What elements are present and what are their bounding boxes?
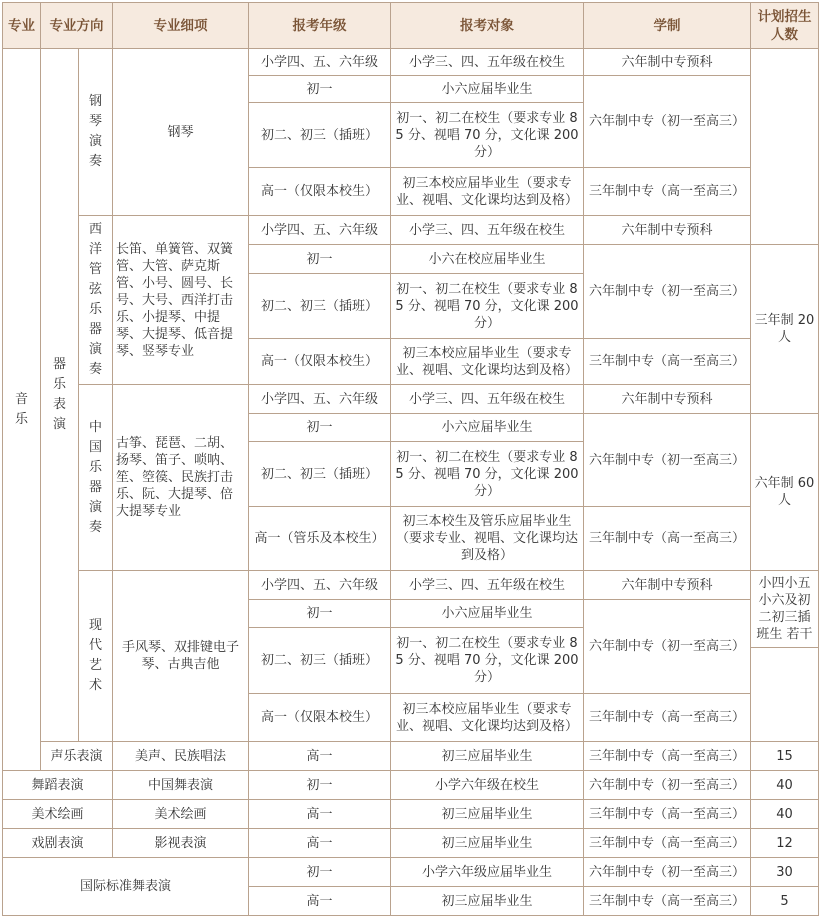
- system-cell: 三年制中专（高一至高三）: [584, 829, 751, 858]
- table-row: [3, 385, 819, 414]
- target-cell: 小学六年级在校生: [391, 771, 584, 800]
- system-cell: 六年制中专（初一至高三）: [584, 600, 751, 694]
- grade-cell: 小学四、五、六年级: [249, 216, 391, 245]
- table-row: [3, 829, 819, 858]
- target-cell: 初三应届毕业生: [391, 800, 584, 829]
- target-cell: 初三应届毕业生: [391, 742, 584, 771]
- group-name: 中国乐器演奏: [88, 419, 102, 535]
- direction-cell: 舞蹈表演: [3, 771, 113, 800]
- grade-cell: 初一: [249, 414, 391, 442]
- major-cell: [3, 49, 41, 771]
- table-row: [3, 742, 819, 771]
- target-cell: 小学三、四、五年级在校生: [391, 571, 584, 600]
- target-cell: 初三本校生及管乐应届毕业生（要求专业、视唱、文化课均达到及格）: [391, 507, 584, 571]
- system-cell: 三年制中专（高一至高三）: [584, 694, 751, 742]
- system-cell: 六年制中专预科: [584, 571, 751, 600]
- grade-cell: 高一（仅限本校生）: [249, 168, 391, 216]
- system-cell: 六年制中专预科: [584, 385, 751, 414]
- system-cell: 六年制中专（初一至高三）: [584, 858, 751, 887]
- quota-cell: 六年制 60 人: [751, 414, 819, 571]
- direction-instrumental: 器乐表演: [52, 357, 66, 432]
- detail-cell: 影视表演: [113, 829, 249, 858]
- target-cell: 初一、初二在校生（要求专业 85 分、视唱 70 分，文化课 200 分）: [391, 103, 584, 168]
- quota-cell: 小四小五小六及初二初三插班生 若干: [751, 571, 819, 648]
- grade-cell: 初一: [249, 245, 391, 274]
- direction-cell: 戏剧表演: [3, 829, 113, 858]
- quota-cell: [751, 648, 819, 742]
- detail-cell: 手风琴、双排键电子琴、古典吉他: [113, 571, 249, 742]
- group-name-cell: [79, 385, 113, 571]
- grade-cell: 高一: [249, 887, 391, 916]
- target-cell: 小学三、四、五年级在校生: [391, 49, 584, 76]
- system-cell: 六年制中专（初一至高三）: [584, 76, 751, 168]
- direction-cell: 国际标准舞表演: [3, 858, 249, 916]
- system-cell: 六年制中专预科: [584, 49, 751, 76]
- target-cell: 小学三、四、五年级在校生: [391, 385, 584, 414]
- quota-cell: [751, 49, 819, 245]
- system-cell: 三年制中专（高一至高三）: [584, 887, 751, 916]
- system-cell: 六年制中专（初一至高三）: [584, 414, 751, 507]
- quota-cell: 12: [751, 829, 819, 858]
- target-cell: 初一、初二在校生（要求专业 85 分、视唱 70 分，文化课 200 分）: [391, 274, 584, 339]
- grade-cell: 初二、初三（插班）: [249, 274, 391, 339]
- grade-cell: 高一（管乐及本校生）: [249, 507, 391, 571]
- admission-table: [2, 2, 819, 916]
- system-cell: 六年制中专预科: [584, 216, 751, 245]
- grade-cell: 初一: [249, 858, 391, 887]
- quota-cell: 40: [751, 771, 819, 800]
- grade-cell: 小学四、五、六年级: [249, 49, 391, 76]
- detail-cell: 美术绘画: [113, 800, 249, 829]
- detail-cell: 古筝、琵琶、二胡、扬琴、笛子、唢呐、笙、箜篌、民族打击乐、阮、大提琴、倍大提琴专业: [113, 385, 249, 571]
- grade-cell: 小学四、五、六年级: [249, 571, 391, 600]
- header-quota: 计划招生人数: [751, 3, 819, 49]
- header-major: 专业: [3, 3, 41, 49]
- system-cell: 六年制中专（初一至高三）: [584, 245, 751, 339]
- grade-cell: 初一: [249, 600, 391, 628]
- system-cell: 三年制中专（高一至高三）: [584, 339, 751, 385]
- table-row: [3, 800, 819, 829]
- target-cell: 初一、初二在校生（要求专业 85 分、视唱 70 分，文化课 200 分）: [391, 442, 584, 507]
- detail-cell: 美声、民族唱法: [113, 742, 249, 771]
- target-cell: 小学三、四、五年级在校生: [391, 216, 584, 245]
- table-row: [3, 771, 819, 800]
- table-row: [3, 49, 819, 76]
- grade-cell: 初二、初三（插班）: [249, 442, 391, 507]
- quota-cell: 5: [751, 887, 819, 916]
- system-cell: 六年制中专（初一至高三）: [584, 771, 751, 800]
- target-cell: 小六应届毕业生: [391, 414, 584, 442]
- quota-cell: 30: [751, 858, 819, 887]
- group-name: 钢琴演奏: [88, 94, 102, 169]
- target-cell: 初三本校应届毕业生（要求专业、视唱、文化课均达到及格）: [391, 339, 584, 385]
- grade-cell: 高一（仅限本校生）: [249, 694, 391, 742]
- target-cell: 小六应届毕业生: [391, 76, 584, 103]
- grade-cell: 高一: [249, 829, 391, 858]
- group-name: 西洋管弦乐器演奏: [88, 222, 102, 377]
- direction-cell: 声乐表演: [41, 742, 113, 771]
- system-cell: 三年制中专（高一至高三）: [584, 742, 751, 771]
- target-cell: 初三本校应届毕业生（要求专业、视唱、文化课均达到及格）: [391, 168, 584, 216]
- target-cell: 初一、初二在校生（要求专业 85 分、视唱 70 分，文化课 200 分）: [391, 628, 584, 694]
- target-cell: 初三本校应届毕业生（要求专业、视唱、文化课均达到及格）: [391, 694, 584, 742]
- target-cell: 初三应届毕业生: [391, 829, 584, 858]
- quota-cell: 15: [751, 742, 819, 771]
- quota-cell: 三年制 20 人: [751, 245, 819, 414]
- table-row: [3, 571, 819, 600]
- table-row: [3, 858, 819, 887]
- header-direction: 专业方向: [41, 3, 113, 49]
- system-cell: 三年制中专（高一至高三）: [584, 800, 751, 829]
- grade-cell: 初二、初三（插班）: [249, 103, 391, 168]
- grade-cell: 高一: [249, 800, 391, 829]
- target-cell: 小学六年级应届毕业生: [391, 858, 584, 887]
- system-cell: 三年制中专（高一至高三）: [584, 168, 751, 216]
- grade-cell: 初二、初三（插班）: [249, 628, 391, 694]
- target-cell: 小六应届毕业生: [391, 600, 584, 628]
- detail-cell: 中国舞表演: [113, 771, 249, 800]
- header-row: [3, 3, 819, 49]
- group-name-cell: [79, 571, 113, 742]
- grade-cell: 初一: [249, 76, 391, 103]
- group-name-cell: [79, 49, 113, 216]
- grade-cell: 高一（仅限本校生）: [249, 339, 391, 385]
- target-cell: 初三应届毕业生: [391, 887, 584, 916]
- quota-cell: 40: [751, 800, 819, 829]
- detail-cell: 长笛、单簧管、双簧管、大管、萨克斯管、小号、圆号、长号、大号、西洋打击乐、小提琴、中提琴、大提琴、低音提琴、竖琴专业: [113, 216, 249, 385]
- header-grade: 报考年级: [249, 3, 391, 49]
- system-cell: 三年制中专（高一至高三）: [584, 507, 751, 571]
- grade-cell: 小学四、五、六年级: [249, 385, 391, 414]
- header-system: 学制: [584, 3, 751, 49]
- grade-cell: 高一: [249, 742, 391, 771]
- detail-cell: 钢琴: [113, 49, 249, 216]
- table-row: [3, 216, 819, 245]
- major-music: 音乐: [14, 391, 28, 427]
- group-name: 现代艺术: [88, 618, 102, 693]
- target-cell: 小六在校应届毕业生: [391, 245, 584, 274]
- header-detail: 专业细项: [113, 3, 249, 49]
- grade-cell: 初一: [249, 771, 391, 800]
- direction-cell: [41, 49, 79, 742]
- header-target: 报考对象: [391, 3, 584, 49]
- group-name-cell: [79, 216, 113, 385]
- direction-cell: 美术绘画: [3, 800, 113, 829]
